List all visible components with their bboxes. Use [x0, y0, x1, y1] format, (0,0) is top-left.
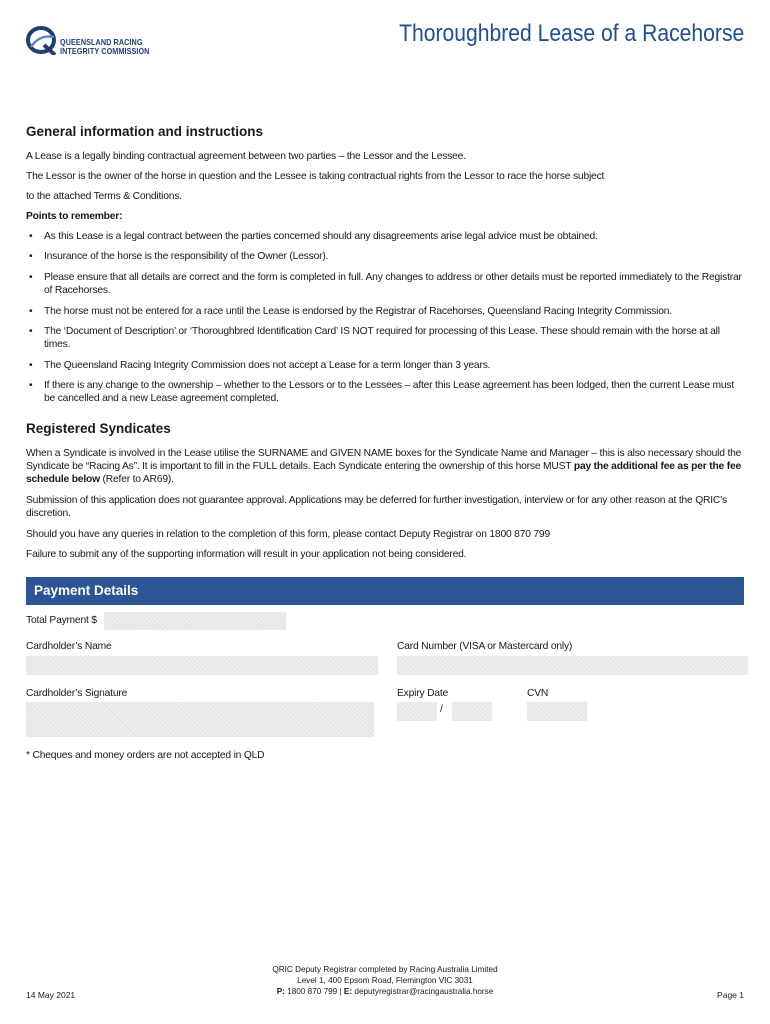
bullet-item [26, 379, 742, 407]
cardholder-name-label: Cardholder’s Name [26, 641, 112, 652]
bullet-text: As this Lease is a legal contract between the parties concerned should any disagreements arise legal advice must be obtained. [44, 231, 598, 242]
general-info-heading: General information and instructions [26, 124, 264, 139]
footer-email: deputyregistrar@racingaustralia.horse [352, 987, 494, 996]
bullet-text: If there is any change to the ownership – whether to the Lessors or to the Lessees – after this Lease agreement has been lodged, then the current Lease must be cancelled and a new Lease agreement completed. [44, 380, 735, 404]
cvn-label: CVN [527, 688, 549, 699]
document-title: Thoroughbred Lease of a Racehorse [398, 20, 744, 47]
footer-line-1: QRIC Deputy Registrar completed by Racing Australia Limited [272, 965, 498, 974]
bullet-item [26, 250, 742, 264]
bullet-icon: • [29, 251, 33, 262]
bullet-icon: • [29, 380, 33, 391]
footer-email-prefix: E: [343, 987, 353, 996]
logo-text-line2: INTEGRITY COMMISSION [60, 46, 150, 56]
payment-details-bar [26, 577, 744, 605]
footer-contact [277, 987, 494, 996]
card-number-label: Card Number (VISA or Mastercard only) [397, 641, 573, 652]
bullet-text: The ‘Document of Description’ or ‘Thoroughbred Identification Card’ IS NOT required for processing of this Lease. These should remain with the horse at all times. [44, 326, 720, 350]
bullet-text: The horse must not be entered for a race until the Lease is endorsed by the Registrar of Racehorses, Queensland Racing Integrity Commission. [44, 306, 672, 317]
general-paragraph-2a: The Lessor is the owner of the horse in question and the Lessee is taking contractual rights from the Lessor to race the horse subject [26, 171, 605, 182]
footer-phone-prefix: P: [276, 987, 285, 996]
footer-phone: 1800 870 799 | [284, 987, 344, 996]
qric-logo [24, 24, 164, 58]
qric-emblem-icon [26, 25, 56, 55]
points-heading: Points to remember: [26, 211, 123, 222]
bullet-item [26, 271, 742, 299]
page-number: Page 1 [717, 990, 744, 1000]
bullet-item [26, 305, 742, 319]
expiry-month-input[interactable] [397, 702, 437, 721]
syndicates-p1-end: (Refer to AR69). [99, 474, 174, 485]
cardholder-signature-label: Cardholder’s Signature [26, 688, 128, 699]
cardholder-name-input[interactable] [26, 656, 378, 675]
bullet-icon: • [29, 360, 33, 371]
cvn-input[interactable] [527, 702, 587, 721]
expiry-separator: / [440, 704, 443, 715]
bullet-text: The Queensland Racing Integrity Commission does not accept a Lease for a term longer than 3 years. [44, 360, 491, 371]
logo-text-line1: QUEENSLAND RACING [60, 37, 143, 47]
bullet-icon: • [29, 231, 33, 242]
bullet-icon: • [29, 326, 33, 337]
footer-line-2: Level 1, 400 Epsom Road, Flemington VIC 3031 [297, 976, 473, 985]
cardholder-signature-field[interactable] [26, 702, 374, 737]
bullet-icon: • [29, 306, 33, 317]
total-payment-input[interactable] [104, 612, 286, 630]
syndicates-paragraph-3: Should you have any queries in relation to the completion of this form, please contact Deputy Registrar on 1800 870 799 [26, 529, 550, 540]
expiry-year-input[interactable] [452, 702, 492, 721]
bullet-item [26, 230, 742, 244]
expiry-date-label: Expiry Date [397, 688, 449, 699]
syndicates-paragraph-4: Failure to submit any of the supporting information will result in your application not being considered. [26, 549, 467, 560]
general-paragraph-1: A Lease is a legally binding contractual agreement between two parties – the Lessor and the Lessee. [26, 151, 466, 162]
general-paragraph-2b: to the attached Terms & Conditions. [26, 191, 182, 202]
bullet-item [26, 359, 742, 373]
bullet-item [26, 325, 742, 353]
payment-note: * Cheques and money orders are not accepted in QLD [26, 750, 265, 761]
syndicates-p1-start: When a Syndicate is involved in the Lease utilise the SURNAME and GIVEN NAME boxes for the Syndicate Name and Manager – this is also necessary should the Syndicate be “Racing As”. It is important to fill in the FULL details. Each Syndicate entering the ownership of this horse MUST [26, 448, 742, 472]
bullet-icon: • [29, 272, 33, 283]
total-payment-label: Total Payment $ [26, 615, 97, 626]
syndicates-paragraph-2: Submission of this application does not guarantee approval. Applications may be deferred for further investigation, interview or for any other reason at the QRIC’s discretion. [26, 495, 727, 519]
payment-details-heading: Payment Details [34, 583, 139, 598]
bullet-text: Please ensure that all details are correct and the form is completed in full. Any changes to address or other details must be reported immediately to the Registrar of Racehorses. [44, 272, 742, 296]
footer-date: 14 May 2021 [26, 990, 76, 1000]
syndicates-heading: Registered Syndicates [26, 421, 171, 436]
card-number-input[interactable] [397, 656, 748, 675]
syndicates-p1-bold: pay the additional fee as per the fee schedule below [26, 461, 741, 485]
syndicates-paragraph-1 [26, 447, 742, 486]
bullet-text: Insurance of the horse is the responsibility of the Owner (Lessor). [44, 251, 329, 262]
